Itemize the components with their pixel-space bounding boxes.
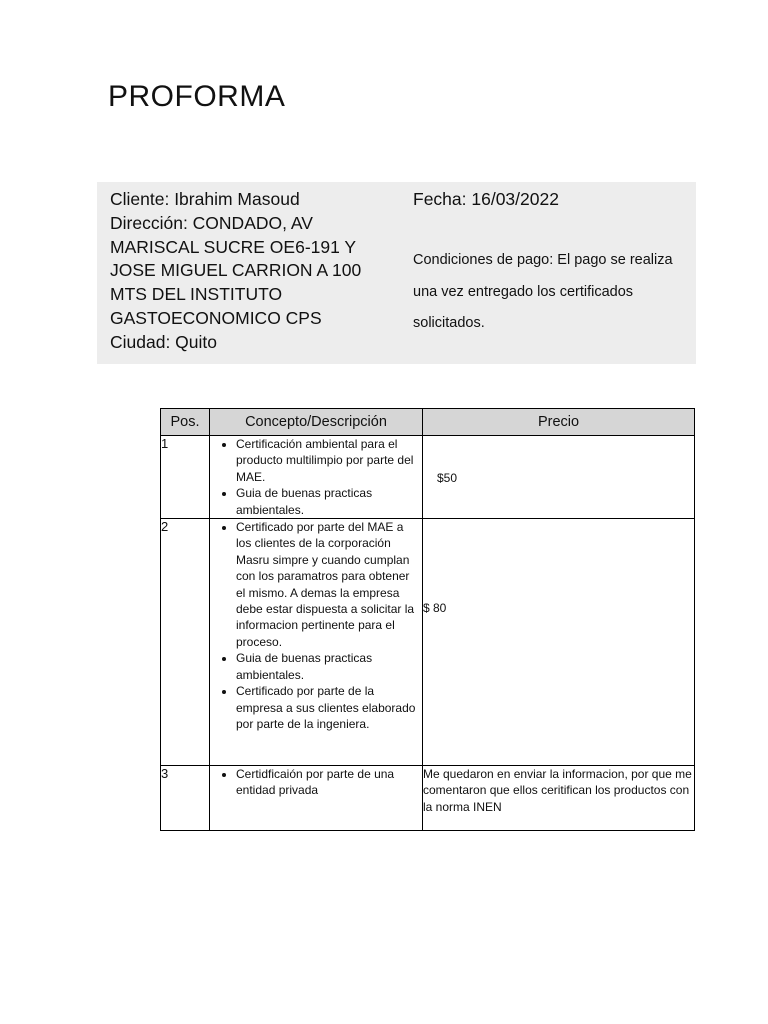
items-table — [160, 408, 695, 831]
client-name: Cliente: Ibrahim Masoud — [110, 189, 300, 209]
table-row — [161, 519, 695, 766]
list-item: • Certidficaión por parte de una entidad privada — [236, 766, 418, 799]
client-address: Dirección: CONDADO, AV MARISCAL SUCRE OE6-191 Y JOSE MIGUEL CARRION A 100 MTS DEL INSTITUTO GASTOECONOMICO CPS — [110, 212, 362, 328]
document-title: PROFORMA — [108, 80, 286, 113]
table-row — [161, 436, 695, 519]
row-concept — [210, 766, 423, 831]
price-value: $50 — [437, 471, 458, 485]
row-price — [423, 519, 695, 766]
concept-list — [210, 519, 422, 732]
payment-conditions: Condiciones de pago: El pago se realiza una vez entregado los certificados solicitados. — [413, 252, 673, 331]
list-item: • Certificado por parte del MAE a los clientes de la corporación Masru simpre y cuando cumplan con los paramatros para obtener el mismo. A demas la empresa debe estar dispuesta a solicitar la informacion pertinente para el proceso. — [236, 519, 418, 650]
list-item: • Guia de buenas practicas ambientales. — [236, 485, 418, 518]
client-city: Ciudad: Quito — [110, 331, 218, 352]
concept-list — [210, 436, 422, 518]
date-field: Fecha: 16/03/2022 — [413, 189, 559, 209]
row-price — [423, 766, 695, 831]
row-pos: 3 — [161, 766, 210, 831]
row-price — [423, 436, 695, 519]
price-value: $ 80 — [423, 601, 447, 616]
header-pos: Pos. — [161, 409, 210, 436]
info-box — [97, 182, 696, 364]
client-block — [110, 188, 380, 355]
list-item: • Certificado por parte de la empresa a sus clientes elaborado por parte de la ingeniera. — [236, 683, 418, 732]
list-item: • Certificación ambiental para el producto multilimpio por parte del MAE. — [236, 436, 418, 485]
row-concept — [210, 519, 423, 766]
table-header-row — [161, 409, 695, 436]
header-concept: Concepto/Descripción — [210, 409, 423, 436]
list-item: • Guia de buenas practicas ambientales. — [236, 650, 418, 683]
table-row — [161, 766, 695, 831]
header-price: Precio — [423, 409, 695, 436]
row-concept — [210, 436, 423, 519]
row-pos: 2 — [161, 519, 210, 766]
concept-list — [210, 766, 422, 799]
row-pos: 1 — [161, 436, 210, 519]
price-note: Me quedaron en enviar la informacion, por que me comentaron que ellos ceritifican los productos con la norma INEN — [423, 767, 692, 814]
